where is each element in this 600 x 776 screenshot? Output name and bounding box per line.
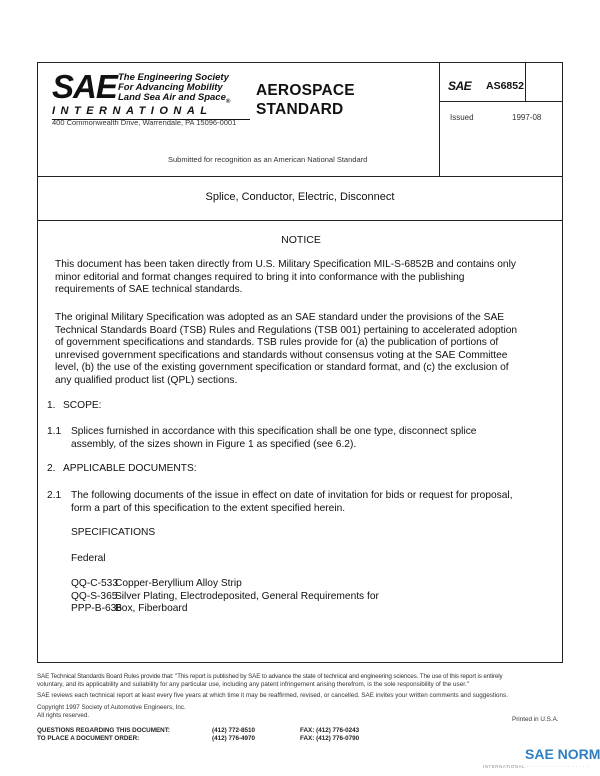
spec-code: QQ-C-533 bbox=[71, 578, 118, 589]
footer-copyright: Copyright 1997 Society of Automotive Engineers, Inc. bbox=[37, 704, 186, 711]
sae-small-logo: SAE bbox=[448, 79, 472, 93]
footer-questions-tel: (412) 772-8510 bbox=[212, 727, 256, 734]
notice-para-2-line: of government specifications and standards. TSB rules provide for (a) the publication of portions of bbox=[55, 337, 499, 348]
sae-logo-international: INTERNATIONAL bbox=[52, 105, 213, 117]
address: 400 Commonwealth Drive, Warrendale, PA 15096-0001 bbox=[52, 118, 237, 127]
document-type-line: STANDARD bbox=[256, 101, 344, 118]
section-number: 1. bbox=[47, 400, 56, 411]
submitted-note: Submitted for recognition as an American National Standard bbox=[168, 155, 368, 164]
notice-para-2-line: unrevised government specifications and standards without consensus voting at the SAE Committee bbox=[55, 349, 508, 361]
notice-para-1-line: requirements of SAE technical standards. bbox=[55, 284, 243, 295]
issued-label: Issued bbox=[450, 113, 474, 122]
section-text-line: assembly, of the sizes shown in Figure 1 as specified (see 6.2). bbox=[71, 438, 357, 450]
body-box bbox=[37, 220, 563, 663]
section-text-line: Splices furnished in accordance with this specification shall be one type, disconnect splice bbox=[71, 426, 477, 437]
spec-description: Copper-Beryllium Alloy Strip bbox=[115, 578, 242, 589]
notice-para-2-line: Technical Standards Board (TSB) Rules and Regulations (TSB 001) pertaining to accelerated adoption bbox=[55, 324, 518, 336]
tagline-line: For Advancing Mobility bbox=[118, 82, 223, 93]
footer-questions-label: QUESTIONS REGARDING THIS DOCUMENT: bbox=[37, 727, 170, 734]
section-title: APPLICABLE DOCUMENTS: bbox=[63, 463, 197, 474]
issued-date: 1997-08 bbox=[512, 113, 542, 122]
watermark-text: SAE NORM bbox=[525, 746, 600, 762]
footer-rules-line: voluntary, and its applicability and suitability for any particular use, including any patent infringement arising therefrom, is the sole responsibility of the user." bbox=[37, 681, 469, 688]
notice-para-1-line: This document has been taken directly from U.S. Military Specification MIL-S-6852B and contains only bbox=[55, 259, 516, 270]
sae-norm-watermark bbox=[483, 742, 600, 772]
federal-heading: Federal bbox=[71, 553, 106, 564]
document-number: AS6852 bbox=[486, 80, 524, 92]
section-text-line: The following documents of the issue in effect on date of invitation for bids or request for proposal, bbox=[71, 490, 513, 501]
footer-order-tel: (412) 776-4970 bbox=[212, 735, 256, 742]
spec-description: Box, Fiberboard bbox=[115, 603, 188, 614]
sae-logo-mark: SAE bbox=[52, 68, 117, 105]
title-box bbox=[37, 176, 563, 221]
sae-logo-tagline bbox=[118, 73, 230, 107]
specifications-heading: SPECIFICATIONS bbox=[71, 527, 156, 538]
section-number: 1.1 bbox=[47, 426, 62, 437]
watermark-subtext: INTERNATIONAL · · · · · · · · · · · · · · · · · bbox=[483, 764, 589, 769]
footer-printed: Printed in U.S.A. bbox=[512, 716, 559, 723]
section-number: 2.1 bbox=[47, 490, 62, 501]
sae-logo bbox=[52, 68, 252, 121]
spec-code: PPP-B-636 bbox=[71, 603, 122, 614]
tagline-line: The Engineering Society bbox=[118, 72, 229, 83]
header-divider bbox=[525, 63, 526, 101]
header-divider bbox=[439, 63, 440, 176]
document-title: Splice, Conductor, Electric, Disconnect bbox=[205, 191, 395, 203]
footer-rights: All rights reserved. bbox=[37, 712, 90, 719]
header-divider bbox=[440, 101, 563, 102]
footer-order-fax: FAX: (412) 776-0790 bbox=[300, 735, 360, 742]
document-type bbox=[256, 81, 355, 119]
notice-para-2-line: any qualified product list (QPL) sections. bbox=[55, 374, 238, 386]
document-type-line: AEROSPACE bbox=[256, 82, 355, 99]
notice-heading: NOTICE bbox=[281, 234, 321, 246]
footer-review-line: SAE reviews each technical report at least every five years at which time it may be reaffirmed, revised, or cancelled. SAE invites your written comments and suggestions. bbox=[37, 692, 508, 699]
spec-description: Silver Plating, Electrodeposited, General Requirements for bbox=[115, 590, 379, 602]
footer-rules-line: SAE Technical Standards Board Rules provide that: "This report is published by SAE to advance the state of technical and engineering sciences. The use of this report is entirely bbox=[37, 673, 503, 680]
notice-para-1-line: minor editorial and format changes required to bring it into conformance with the publishing bbox=[55, 271, 465, 283]
section-title: SCOPE: bbox=[63, 400, 102, 411]
spec-code: QQ-S-365 bbox=[71, 590, 118, 602]
notice-para-2-line: level, (b) the use of the existing government specification or standard format, and (c) the exclusion of bbox=[55, 362, 509, 373]
footer-questions-fax: FAX: (412) 776-0243 bbox=[300, 727, 360, 734]
header-frame bbox=[37, 62, 563, 177]
footer-order-label: TO PLACE A DOCUMENT ORDER: bbox=[37, 735, 140, 742]
section-number: 2. bbox=[47, 463, 56, 474]
tagline-line: Land Sea Air and Space$_®$ bbox=[118, 92, 231, 105]
notice-para-2-line: The original Military Specification was adopted as an SAE standard under the provisions of the SAE bbox=[55, 312, 505, 323]
section-text-line: form a part of this specification to the extent specified herein. bbox=[71, 502, 346, 514]
